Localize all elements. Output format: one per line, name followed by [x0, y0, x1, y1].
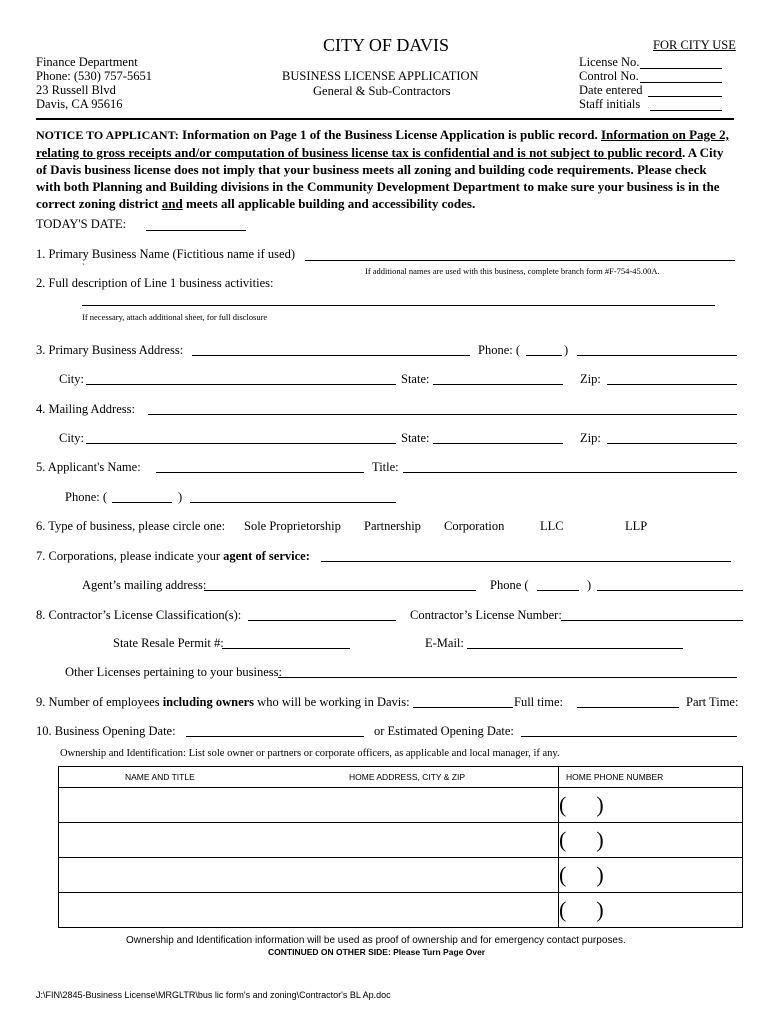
opening-date-field[interactable] — [186, 736, 364, 737]
header-divider — [36, 118, 734, 120]
phone1-paren: ) — [564, 343, 569, 357]
email-label: E-Mail: — [425, 636, 464, 650]
owner-name-address-cell[interactable] — [59, 823, 559, 858]
notice-part3: . A City of Davis business license does not imply that your business meets all zoning and building code requirements. Please check with both Planning and Building divisions in the Community Development Department to make sure your business is in the correct zoning district — [36, 145, 724, 211]
phone-label-2: Phone: ( — [65, 490, 108, 504]
other-licenses-label: Other Licenses pertaining to your business: — [65, 665, 282, 679]
full-time-label: Full time: — [514, 695, 563, 709]
table-row[interactable] — [59, 858, 743, 893]
type-partnership[interactable]: Partnership — [364, 519, 421, 533]
city2-field[interactable] — [86, 443, 396, 444]
notice-confidential: Information on Page 2, relating to gross receipts and/or computation of business license tax is confidential and is not subject to public record — [36, 127, 729, 160]
business-address-field[interactable] — [192, 355, 470, 356]
line7-text: 7. Corporations, please indicate your — [36, 549, 224, 563]
owner-phone-cell[interactable]: ( ) — [559, 858, 743, 893]
line7-label — [36, 549, 310, 564]
state1-field[interactable] — [433, 384, 563, 385]
agent-mailing-label: Agent’s mailing address: — [82, 578, 207, 592]
notice-part4: meets all applicable building and accessibility codes. — [182, 196, 476, 211]
ownership-table — [58, 766, 743, 928]
col-home-address: HOME ADDRESS, CITY & ZIP — [349, 772, 466, 782]
finance-dept: Finance Department — [36, 55, 138, 69]
contractor-number-label: Contractor’s License Number: — [410, 608, 562, 622]
dept-address-line2: Davis, CA 95616 — [36, 97, 123, 111]
full-time-field[interactable] — [577, 707, 679, 708]
table-row[interactable] — [59, 823, 743, 858]
city1-field[interactable] — [86, 384, 396, 385]
owner-name-address-cell[interactable] — [59, 858, 559, 893]
phone1-area-field[interactable] — [526, 355, 562, 356]
line8-label: 8. Contractor’s License Classification(s): — [36, 608, 242, 622]
phone-label-3: Phone ( — [490, 578, 529, 592]
line2-label: 2. Full description of Line 1 business activities: — [36, 276, 274, 290]
phone3-paren: ) — [587, 578, 592, 592]
including-owners: including owners — [162, 695, 255, 709]
part-time-label: Part Time: — [686, 695, 739, 709]
tick-mark: ` — [82, 262, 85, 272]
applicant-name-field[interactable] — [156, 472, 364, 473]
owner-phone-cell[interactable]: ( ) — [559, 788, 743, 823]
business-description-field[interactable] — [82, 305, 715, 306]
name-address-header — [59, 767, 559, 788]
type-llp[interactable]: LLP — [625, 519, 648, 533]
ownership-intro: Ownership and Identification: List sole owner or partners or corporate officers, as applicable and local manager, if any. — [60, 748, 560, 759]
line2-note: If necessary, attach additional sheet, for full disclosure — [82, 312, 268, 322]
agent-mailing-field[interactable] — [204, 590, 476, 591]
continued-note: CONTINUED ON OTHER SIDE: Please Turn Page Over — [268, 947, 486, 957]
license-no-label: License No. — [579, 55, 640, 69]
resale-permit-field[interactable] — [222, 648, 350, 649]
owner-phone-cell[interactable]: ( ) — [559, 893, 743, 928]
type-corporation[interactable]: Corporation — [444, 519, 505, 533]
state2-field[interactable] — [433, 443, 563, 444]
phone2-paren: ) — [178, 490, 183, 504]
zip1-field[interactable] — [607, 384, 737, 385]
line10-label: 10. Business Opening Date: — [36, 724, 176, 738]
contractor-classification-field[interactable] — [248, 620, 396, 621]
owner-name-address-cell[interactable] — [59, 788, 559, 823]
for-city-use-label: FOR CITY USE — [653, 38, 736, 52]
agent-of-service-field[interactable] — [321, 561, 731, 562]
date-entered-field[interactable] — [648, 96, 722, 97]
col-name-title: NAME AND TITLE — [125, 772, 195, 782]
file-path: J:\FIN\2845-Business License\MRGLTR\bus lic form's and zoning\Contractor's BL Ap.doc — [36, 990, 391, 1000]
todays-date-field[interactable] — [146, 230, 246, 231]
phone3-area-field[interactable] — [537, 590, 579, 591]
dept-phone: Phone: (530) 757-5651 — [36, 69, 152, 83]
date-entered-label: Date entered — [579, 83, 643, 97]
line6-label: 6. Type of business, please circle one: — [36, 519, 226, 533]
license-no-field[interactable] — [640, 68, 722, 69]
resale-permit-label: State Resale Permit #: — [113, 636, 224, 650]
line3-label: 3. Primary Business Address: — [36, 343, 184, 357]
todays-date-label: TODAY'S DATE: — [36, 217, 127, 231]
mailing-address-field[interactable] — [148, 414, 737, 415]
phone3-number-field[interactable] — [597, 590, 743, 591]
table-header-row — [59, 767, 743, 788]
state-label-1: State: — [401, 372, 430, 386]
applicant-title-field[interactable] — [403, 472, 737, 473]
line9-text-b: who will be working in Davis: — [254, 695, 410, 709]
control-no-label: Control No. — [579, 69, 639, 83]
col-home-phone: HOME PHONE NUMBER — [559, 767, 743, 788]
owner-phone-cell[interactable]: ( ) — [559, 823, 743, 858]
staff-initials-field[interactable] — [650, 110, 722, 111]
estimated-opening-label: or Estimated Opening Date: — [374, 724, 514, 738]
type-llc[interactable]: LLC — [540, 519, 564, 533]
line1-label: 1. Primary Business Name (Fictitious name if used) — [36, 247, 295, 261]
table-row[interactable] — [59, 893, 743, 928]
city-label-1: City: — [59, 372, 85, 386]
zip-label-2: Zip: — [580, 431, 601, 445]
zip2-field[interactable] — [607, 443, 737, 444]
phone2-number-field[interactable] — [190, 502, 396, 503]
dept-address-line1: 23 Russell Blvd — [36, 83, 116, 97]
notice-and: and — [161, 196, 183, 211]
estimated-opening-field[interactable] — [521, 736, 737, 737]
title-label: Title: — [372, 460, 399, 474]
staff-initials-label: Staff initials — [579, 97, 641, 111]
line5-label: 5. Applicant's Name: — [36, 460, 141, 474]
state-label-2: State: — [401, 431, 430, 445]
business-name-field[interactable] — [305, 260, 735, 261]
type-sole-proprietorship[interactable]: Sole Proprietorship — [244, 519, 341, 533]
phone-label-1: Phone: ( — [478, 343, 521, 357]
owner-name-address-cell[interactable] — [59, 893, 559, 928]
ownership-footnote: Ownership and Identification information will be used as proof of ownership and for emergency contact purposes. — [126, 935, 626, 946]
line9-label — [36, 695, 410, 710]
line9-text-a: 9. Number of employees — [36, 695, 163, 709]
employees-field[interactable] — [413, 707, 513, 708]
phone2-area-field[interactable] — [112, 502, 172, 503]
contractor-number-field[interactable] — [561, 620, 743, 621]
phone1-number-field[interactable] — [577, 355, 737, 356]
other-licenses-field[interactable] — [278, 677, 737, 678]
notice-lead: NOTICE TO APPLICANT: — [36, 128, 179, 142]
email-field[interactable] — [467, 648, 683, 649]
agent-of-service: agent of service: — [223, 549, 310, 563]
notice-to-applicant — [36, 126, 734, 212]
city-label-2: City: — [59, 431, 85, 445]
notice-part1: Information on Page 1 of the Business License Application is public record. — [178, 127, 601, 142]
application-subtitle: General & Sub-Contractors — [313, 84, 451, 98]
city-title: CITY OF DAVIS — [323, 35, 450, 55]
table-row[interactable] — [59, 788, 743, 823]
zip-label-1: Zip: — [580, 372, 601, 386]
application-title: BUSINESS LICENSE APPLICATION — [282, 69, 479, 83]
control-no-field[interactable] — [640, 82, 722, 83]
line4-label: 4. Mailing Address: — [36, 402, 135, 416]
line1-note: If additional names are used with this business, complete branch form #F-754-45.00A. — [365, 266, 660, 276]
